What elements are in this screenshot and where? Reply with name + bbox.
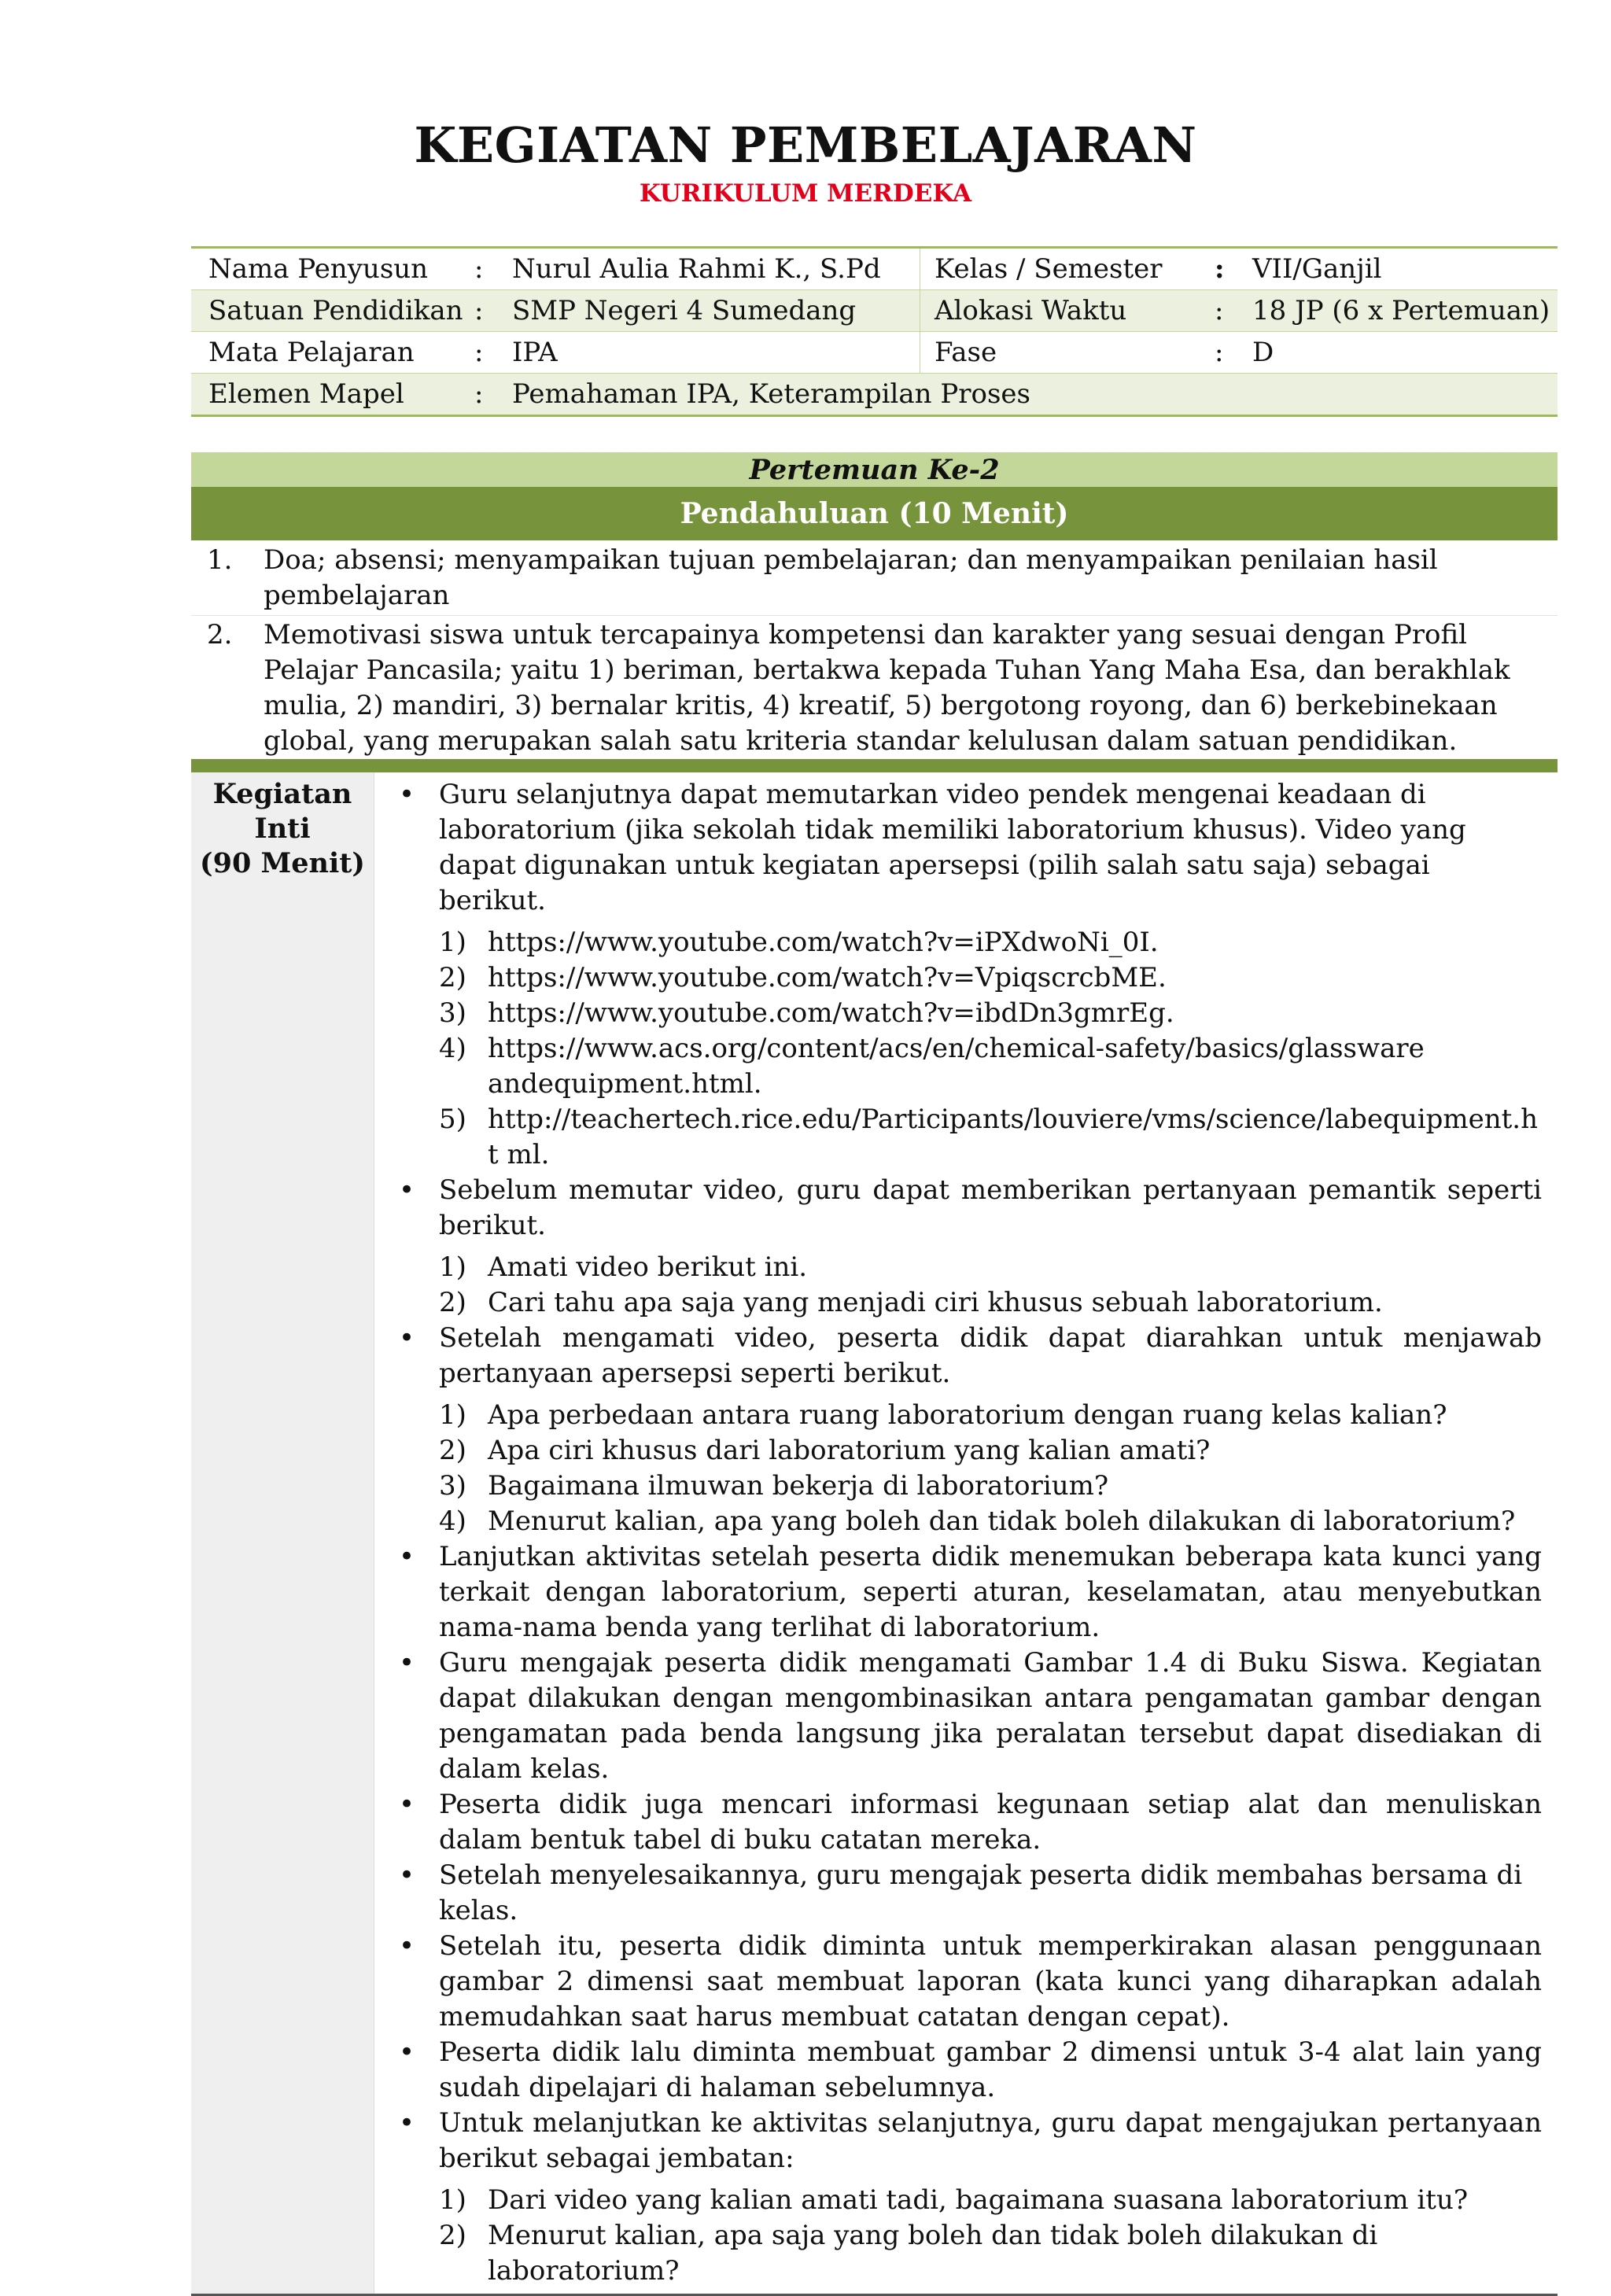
- sub-item-number: 2): [439, 2220, 466, 2251]
- sub-item-number: 3): [439, 1470, 466, 1502]
- intro-item-text: Memotivasi siswa untuk tercapainya kompetensi dan karakter yang sesuai dengan Profil Pelajar Pancasila; yaitu 1) beriman, bertakwa kepada Tuhan Yang Maha Esa, dan berakhlak mulia, 2) mandiri, 3) bernalar kritis, 4) kreatif, 5) bergotong royong, dan 6) berkebinekaan global, yang merupakan salah satu kriteria standar kelulusan dalam satuan pendidikan.: [264, 619, 1510, 757]
- info-label: Satuan Pendidikan: [191, 290, 474, 332]
- list-item: [374, 1173, 1542, 1244]
- core-label-line: Kegiatan: [212, 778, 352, 810]
- bullet-icon: •: [398, 2107, 415, 2139]
- info-colon: :: [1215, 290, 1252, 332]
- list-item: [374, 1858, 1542, 1929]
- info-value: SMP Negeri 4 Sumedang: [512, 290, 920, 332]
- bullet-icon: •: [398, 1647, 415, 1679]
- intro-item: [191, 540, 1558, 616]
- bullet-icon: •: [398, 1541, 415, 1572]
- list-item: [374, 1787, 1542, 1858]
- sub-item: [439, 925, 1542, 960]
- sub-item-text: Amati video berikut ini.: [488, 1251, 808, 1283]
- info-label-2: Fase: [920, 332, 1215, 374]
- sub-item: [439, 1504, 1542, 1539]
- sub-item-text: Apa perbedaan antara ruang laboratorium dengan ruang kelas kalian?: [488, 1399, 1447, 1431]
- core-activity-row: [191, 772, 1558, 2296]
- sub-item-number: 4): [439, 1033, 466, 1064]
- info-label: Nama Penyusun: [191, 248, 474, 290]
- sub-item: [439, 1102, 1542, 1173]
- sub-item: [439, 1250, 1542, 1285]
- bullet-icon: •: [398, 779, 415, 810]
- list-item: [374, 2106, 1542, 2176]
- info-value-2: VII/Ganjil: [1252, 248, 1558, 290]
- info-label: Elemen Mapel: [191, 374, 474, 416]
- info-colon: :: [474, 332, 512, 374]
- sub-item-number: 3): [439, 997, 466, 1029]
- info-label-2: Kelas / Semester: [920, 248, 1215, 290]
- section-divider: [191, 759, 1558, 772]
- intro-item-text: Doa; absensi; menyampaikan tujuan pembelajaran; dan menyampaikan penilaian hasil pembelajaran: [264, 544, 1438, 611]
- list-item: [374, 1646, 1542, 1787]
- sub-item: [439, 1398, 1542, 1433]
- sub-item-text: https://www.acs.org/content/acs/en/chemical-safety/basics/glassware andequipment.html.: [488, 1033, 1425, 1100]
- core-activity-list: [374, 772, 1558, 2294]
- info-value: Pemahaman IPA, Keterampilan Proses: [512, 374, 1558, 416]
- info-value: IPA: [512, 332, 920, 374]
- sub-item-number: 4): [439, 1505, 466, 1537]
- list-item: [374, 2035, 1542, 2106]
- sub-item: [439, 1031, 1542, 1102]
- info-value: Nurul Aulia Rahmi K., S.Pd: [512, 248, 920, 290]
- sub-item-text: https://www.youtube.com/watch?v=ibdDn3gmrEg.: [488, 997, 1174, 1029]
- sub-item-number: 1): [439, 1399, 466, 1431]
- page-title: KEGIATAN PEMBELAJARAN: [414, 116, 1197, 174]
- bullet-icon: •: [398, 1930, 415, 1962]
- list-item: [374, 777, 1542, 919]
- list-item-text: Setelah menyelesaikannya, guru mengajak peserta didik membahas bersama di kelas.: [439, 1859, 1523, 1926]
- list-item: [374, 1929, 1542, 2035]
- list-item-text: Untuk melanjutkan ke aktivitas selanjutnya, guru dapat mengajukan pertanyaan berikut sebagai jembatan:: [439, 2107, 1542, 2174]
- info-row: [191, 374, 1558, 416]
- bullet-icon: •: [398, 1859, 415, 1891]
- sub-item: [439, 960, 1542, 996]
- page-subtitle: KURIKULUM MERDEKA: [639, 179, 972, 208]
- list-item-text: Peserta didik lalu diminta membuat gambar 2 dimensi untuk 3-4 alat lain yang sudah dipelajari di halaman sebelumnya.: [439, 2036, 1542, 2103]
- list-item-text: Setelah itu, peserta didik diminta untuk memperkirakan alasan penggunaan gambar 2 dimensi saat membuat laporan (kata kunci yang diharapkan adalah memudahkan saat harus membuat catatan dengan cepat).: [439, 1930, 1542, 2032]
- list-item-text: Setelah mengamati video, peserta didik dapat diarahkan untuk menjawab pertanyaan apersepsi seperti berikut.: [439, 1322, 1542, 1389]
- bullet-icon: •: [398, 2036, 415, 2068]
- info-value-2: D: [1252, 332, 1558, 374]
- sub-item-number: 2): [439, 1287, 466, 1318]
- sub-item-text: https://www.youtube.com/watch?v=VpiqscrcbME.: [488, 962, 1167, 993]
- info-row: [191, 248, 1558, 290]
- sub-item-text: Cari tahu apa saja yang menjadi ciri khusus sebuah laboratorium.: [488, 1287, 1383, 1318]
- list-item-text: Peserta didik juga mencari informasi kegunaan setiap alat dan menuliskan dalam bentuk tabel di buku catatan mereka.: [439, 1789, 1542, 1856]
- sub-item-text: http://teachertech.rice.edu/Participants/louviere/vms/science/labequipment.ht ml.: [488, 1104, 1538, 1170]
- intro-item-number: 2.: [207, 619, 233, 650]
- list-item-text: Sebelum memutar video, guru dapat memberikan pertanyaan pemantik seperti berikut.: [439, 1174, 1542, 1241]
- sub-item: [439, 1433, 1542, 1469]
- list-item: [374, 1539, 1542, 1646]
- sub-item-number: 2): [439, 962, 466, 993]
- sub-item-text: Apa ciri khusus dari laboratorium yang kalian amati?: [488, 1435, 1211, 1466]
- info-value-2: 18 JP (6 x Pertemuan): [1252, 290, 1558, 332]
- sub-item-number: 1): [439, 927, 466, 958]
- info-colon: :: [1215, 332, 1252, 374]
- sub-item-number: 2): [439, 1435, 466, 1466]
- info-label: Mata Pelajaran: [191, 332, 474, 374]
- sub-item: [439, 1285, 1542, 1321]
- activity-table: [191, 452, 1558, 2296]
- sub-item-number: 1): [439, 1251, 466, 1283]
- info-row: [191, 332, 1558, 374]
- sub-item-number: 1): [439, 2184, 466, 2216]
- info-colon: :: [474, 290, 512, 332]
- info-colon: :: [1215, 248, 1252, 290]
- sub-item: [439, 2183, 1542, 2218]
- bullet-icon: •: [398, 1789, 415, 1820]
- sub-item: [439, 1469, 1542, 1504]
- sub-item-text: Menurut kalian, apa saja yang boleh dan tidak boleh dilakukan di laboratorium?: [488, 2220, 1378, 2287]
- intro-item-number: 1.: [207, 544, 233, 576]
- list-item-text: Guru mengajak peserta didik mengamati Gambar 1.4 di Buku Siswa. Kegiatan dapat dilakukan dengan mengombinasikan antara pengamatan gambar dengan pengamatan pada benda langsung jika peralatan tersebut dapat disediakan di dalam kelas.: [439, 1647, 1542, 1785]
- info-colon: :: [474, 248, 512, 290]
- info-row: [191, 290, 1558, 332]
- sub-item-text: Menurut kalian, apa yang boleh dan tidak boleh dilakukan di laboratorium?: [488, 1505, 1516, 1537]
- core-activity-label: [191, 772, 374, 2294]
- meeting-title: Pertemuan Ke-2: [191, 452, 1558, 487]
- info-label-2: Alokasi Waktu: [920, 290, 1215, 332]
- bullet-icon: •: [398, 1174, 415, 1206]
- sub-item-text: Dari video yang kalian amati tadi, bagaimana suasana laboratorium itu?: [488, 2184, 1469, 2216]
- sub-item-text: Bagaimana ilmuwan bekerja di laboratorium?: [488, 1470, 1109, 1502]
- sub-item-number: 5): [439, 1104, 466, 1135]
- core-label-line: Inti: [254, 813, 311, 845]
- info-colon: :: [474, 374, 512, 416]
- sub-item-text: https://www.youtube.com/watch?v=iPXdwoNi_0I.: [488, 927, 1159, 958]
- sub-item: [439, 996, 1542, 1031]
- core-label-line: (90 Menit): [200, 847, 365, 879]
- intro-item: [191, 616, 1558, 759]
- intro-heading: Pendahuluan (10 Menit): [191, 487, 1558, 540]
- info-table: [191, 246, 1558, 417]
- list-item-text: Guru selanjutnya dapat memutarkan video pendek mengenai keadaan di laboratorium (jika sekolah tidak memiliki laboratorium khusus). Video yang dapat digunakan untuk kegiatan apersepsi (pilih salah satu saja) sebagai berikut.: [439, 779, 1466, 916]
- list-item-text: Lanjutkan aktivitas setelah peserta didik menemukan beberapa kata kunci yang terkait dengan laboratorium, seperti aturan, keselamatan, atau menyebutkan nama-nama benda yang terlihat di laboratorium.: [439, 1541, 1542, 1643]
- bullet-icon: •: [398, 1322, 415, 1354]
- list-item: [374, 1321, 1542, 1391]
